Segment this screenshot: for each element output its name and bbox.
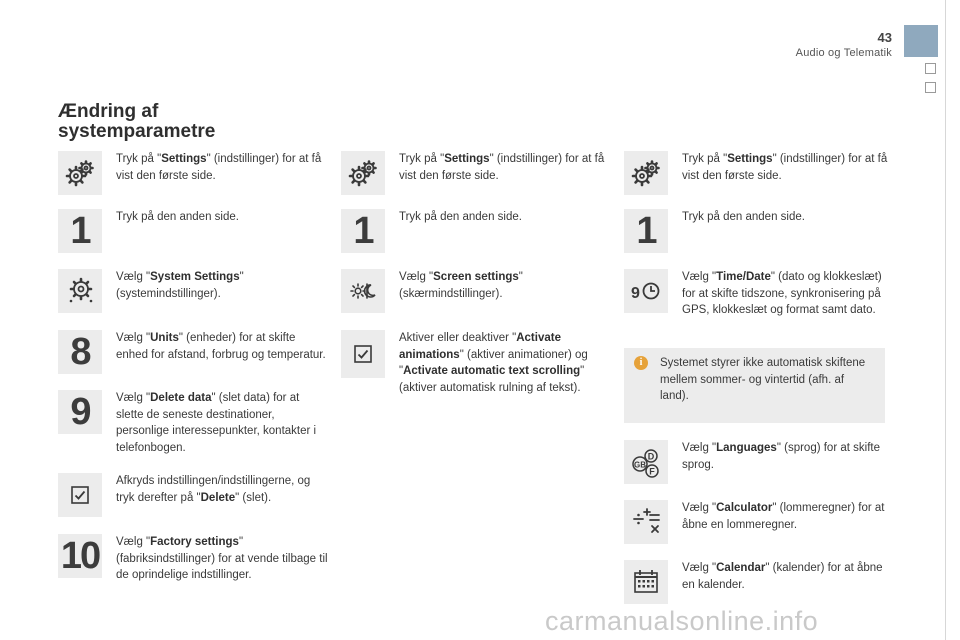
system-settings-icon	[58, 269, 102, 313]
step-number-badge: 1	[341, 209, 385, 253]
step-number-badge: 1	[624, 209, 668, 253]
step-row	[58, 269, 328, 313]
step-text: Vælg "Factory settings" (fabriksindstillinger) for at vende tilbage til de oprindelige indstillinger.	[116, 536, 328, 581]
step-text: Tryk på den anden side.	[116, 211, 239, 223]
lang-gb-label: GB	[634, 460, 646, 470]
step-text: Vælg "Time/Date" (dato og klokkeslæt) for at skifte tidszone, synkronisering på GPS, klokkeslæt og format samt dato.	[682, 271, 882, 316]
step-row	[624, 500, 894, 544]
info-icon: i	[634, 356, 648, 370]
step-row	[624, 440, 894, 484]
calendar-icon	[624, 560, 668, 604]
svg-text:9: 9	[631, 285, 640, 302]
step-text: Vælg "Languages" (sprog) for at skifte sprog.	[682, 442, 880, 471]
info-note	[624, 348, 885, 423]
note-text: Systemet styrer ikke automatisk skiftene mellem sommer- og vintertid (afh. af land).	[660, 357, 866, 402]
step-row	[624, 151, 894, 195]
step-text: Vælg "Units" (enheder) for at skifte enhed for afstand, forbrug og temperatur.	[116, 332, 326, 361]
page-number: 43	[877, 30, 892, 45]
step-number-badge: 10	[58, 534, 102, 578]
step-row	[341, 330, 611, 396]
chapter-tab	[904, 25, 938, 57]
time-date-icon	[624, 269, 668, 313]
settings-gears-icon	[58, 151, 102, 195]
step-text: Vælg "Calendar" (kalender) for at åbne en kalender.	[682, 562, 883, 591]
lang-f-label: F	[649, 466, 655, 477]
calculator-icon	[624, 500, 668, 544]
step-text: Vælg "Screen settings" (skærmindstillinger).	[399, 271, 523, 300]
step-row	[58, 390, 328, 456]
step-row	[58, 534, 328, 584]
step-text: Afkryds indstillingen/indstillingerne, og tryk derefter på "Delete" (slet).	[116, 475, 311, 504]
step-row	[58, 151, 328, 195]
marker-box-top	[925, 63, 936, 74]
checkbox-icon	[58, 473, 102, 517]
screen-settings-icon	[341, 269, 385, 313]
step-number-badge: 9	[58, 390, 102, 434]
step-number-badge: 1	[58, 209, 102, 253]
step-row	[624, 209, 894, 253]
languages-icon	[624, 440, 668, 484]
step-row	[624, 560, 894, 604]
step-row	[341, 269, 611, 313]
step-row	[58, 209, 328, 253]
step-row	[341, 151, 611, 195]
step-text: Tryk på den anden side.	[682, 211, 805, 223]
step-number-badge: 8	[58, 330, 102, 374]
step-row	[624, 269, 894, 319]
step-text: Tryk på den anden side.	[399, 211, 522, 223]
marker-box-bottom	[925, 82, 936, 93]
step-row	[58, 473, 328, 517]
step-row	[341, 209, 611, 253]
step-row	[58, 330, 328, 374]
settings-gears-icon	[341, 151, 385, 195]
step-text: Vælg "System Settings" (systemindstillinger).	[116, 271, 244, 300]
step-text: Vælg "Delete data" (slet data) for at slette de seneste destinationer, personlige interessepunkter, kontakter i telefonbogen.	[116, 392, 317, 454]
page-edge-line	[945, 0, 946, 640]
step-text: Tryk på "Settings" (indstillinger) for at få vist den første side.	[399, 153, 605, 182]
settings-gears-icon	[624, 151, 668, 195]
step-text: Tryk på "Settings" (indstillinger) for at få vist den første side.	[116, 153, 322, 182]
lang-d-label: D	[647, 451, 655, 462]
watermark: carmanualsonline.info	[545, 606, 819, 636]
section-label: Audio og Telematik	[795, 47, 892, 59]
page-title: Ændring af systemparametre	[58, 101, 216, 142]
checkbox-icon	[341, 330, 385, 378]
step-text: Tryk på "Settings" (indstillinger) for at få vist den første side.	[682, 153, 888, 182]
step-text: Aktiver eller deaktiver "Activate animations" (aktiver animationer) og "Activate automatic text scrolling" (aktiver automatisk rulning af tekst).	[399, 332, 588, 394]
step-text: Vælg "Calculator" (lommeregner) for at åbne en lommeregner.	[682, 502, 885, 531]
